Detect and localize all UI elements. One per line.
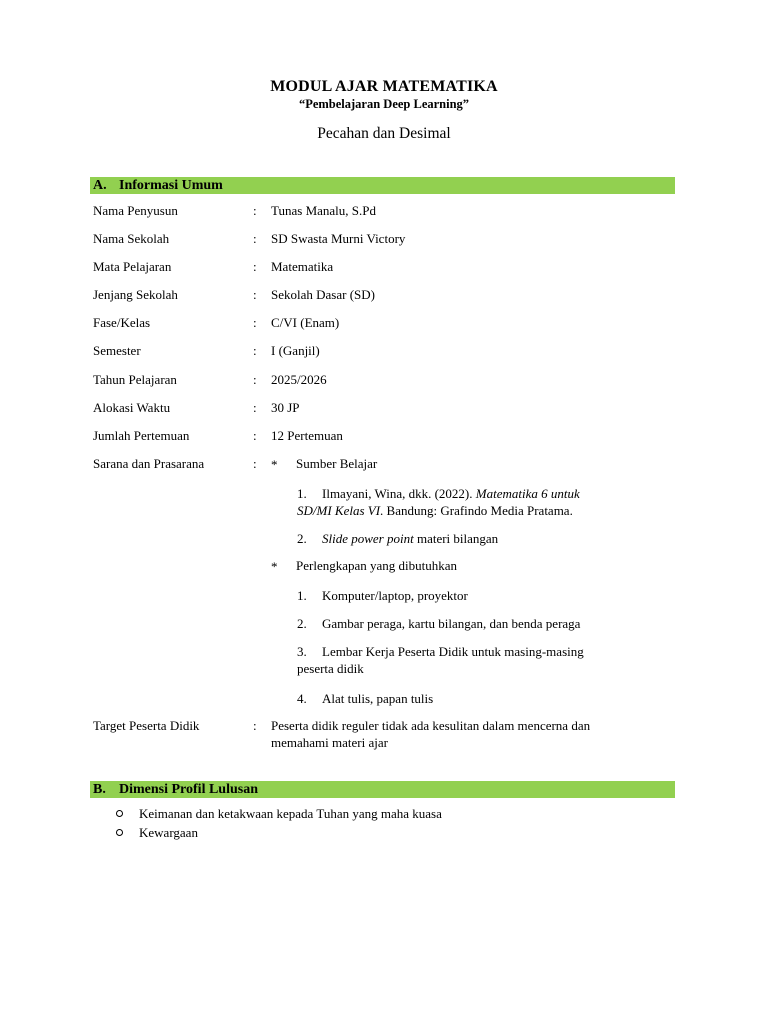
info-colon: : xyxy=(253,343,257,358)
section-a-title: Informasi Umum xyxy=(119,178,223,193)
info-colon: : xyxy=(253,259,257,274)
list-item xyxy=(297,485,672,519)
asterisk-bullet: * xyxy=(271,559,278,574)
target-text: Peserta didik reguler tidak ada kesulitan dalam mencerna dan xyxy=(271,718,591,733)
info-value: I (Ganjil) xyxy=(271,343,320,358)
perlengkapan-heading: Perlengkapan yang dibutuhkan xyxy=(296,558,458,573)
section-b-letter: B. xyxy=(93,782,106,797)
circle-bullet-icon xyxy=(116,810,123,817)
target-text-cont: memahami materi ajar xyxy=(271,735,388,750)
sumber-belajar-heading: Sumber Belajar xyxy=(296,456,378,471)
list-item xyxy=(297,615,672,632)
info-colon: : xyxy=(253,287,257,302)
list-text: Gambar peraga, kartu bilangan, dan benda peraga xyxy=(322,616,581,631)
info-label: Fase/Kelas xyxy=(93,315,151,330)
info-value: 2025/2026 xyxy=(271,372,327,387)
list-text-cont: peserta didik xyxy=(297,661,364,676)
info-label: Target Peserta Didik xyxy=(93,718,200,733)
info-colon: : xyxy=(253,400,257,415)
list-number: 4. xyxy=(297,691,307,706)
list-text: Komputer/laptop, proyektor xyxy=(322,588,468,603)
reference-text: Ilmayani, Wina, dkk. (2022). xyxy=(322,486,476,501)
info-colon: : xyxy=(253,372,257,387)
list-item xyxy=(297,587,672,604)
slide-text-italic: Slide power point xyxy=(322,531,414,546)
section-a-header xyxy=(90,177,675,194)
info-value: 30 JP xyxy=(271,400,300,415)
list-item xyxy=(297,690,672,707)
list-number: 2. xyxy=(297,531,307,546)
info-label: Jenjang Sekolah xyxy=(93,287,178,302)
slide-text: materi bilangan xyxy=(413,531,499,546)
section-b-header xyxy=(90,781,675,798)
info-colon: : xyxy=(253,428,257,443)
reference-publisher: . Bandung: Grafindo Media Pratama. xyxy=(380,503,573,518)
info-label: Mata Pelajaran xyxy=(93,259,172,274)
info-value: 12 Pertemuan xyxy=(271,428,343,443)
list-text: Alat tulis, papan tulis xyxy=(322,691,434,706)
info-value: SD Swasta Murni Victory xyxy=(271,231,406,246)
info-colon: : xyxy=(253,203,257,218)
list-item xyxy=(297,643,672,677)
list-number: 3. xyxy=(297,644,307,659)
asterisk-bullet: * xyxy=(271,457,278,472)
section-a-letter: A. xyxy=(93,178,107,193)
list-item xyxy=(297,530,672,547)
reference-book-title: Matematika 6 untuk xyxy=(475,486,580,501)
profil-text: Keimanan dan ketakwaan kepada Tuhan yang maha kuasa xyxy=(139,806,442,821)
info-colon: : xyxy=(253,315,257,330)
info-colon: : xyxy=(253,231,257,246)
info-label: Jumlah Pertemuan xyxy=(93,428,190,443)
info-label: Alokasi Waktu xyxy=(93,400,171,415)
circle-bullet-icon xyxy=(116,829,123,836)
section-b-title: Dimensi Profil Lulusan xyxy=(119,782,258,797)
reference-book-title-cont: SD/MI Kelas VI xyxy=(297,503,381,518)
target-description xyxy=(271,717,671,751)
list-number: 2. xyxy=(297,616,307,631)
document-subtitle: “Pembelajaran Deep Learning” xyxy=(298,97,470,111)
info-value: C/VI (Enam) xyxy=(271,315,340,330)
info-value: Tunas Manalu, S.Pd xyxy=(271,203,376,218)
profil-text: Kewargaan xyxy=(139,825,198,840)
document-topic: Pecahan dan Desimal xyxy=(317,125,451,142)
info-label: Semester xyxy=(93,343,141,358)
info-colon: : xyxy=(253,718,257,733)
info-label: Sarana dan Prasarana xyxy=(93,456,205,471)
info-label: Nama Penyusun xyxy=(93,203,178,218)
info-value: Sekolah Dasar (SD) xyxy=(271,287,375,302)
info-colon: : xyxy=(253,456,257,471)
info-value: Matematika xyxy=(271,259,334,274)
list-text: Lembar Kerja Peserta Didik untuk masing-masing xyxy=(322,644,584,659)
list-number: 1. xyxy=(297,588,307,603)
info-label: Nama Sekolah xyxy=(93,231,170,246)
info-label: Tahun Pelajaran xyxy=(93,372,177,387)
document-title: MODUL AJAR MATEMATIKA xyxy=(270,78,498,95)
list-number: 1. xyxy=(297,486,307,501)
